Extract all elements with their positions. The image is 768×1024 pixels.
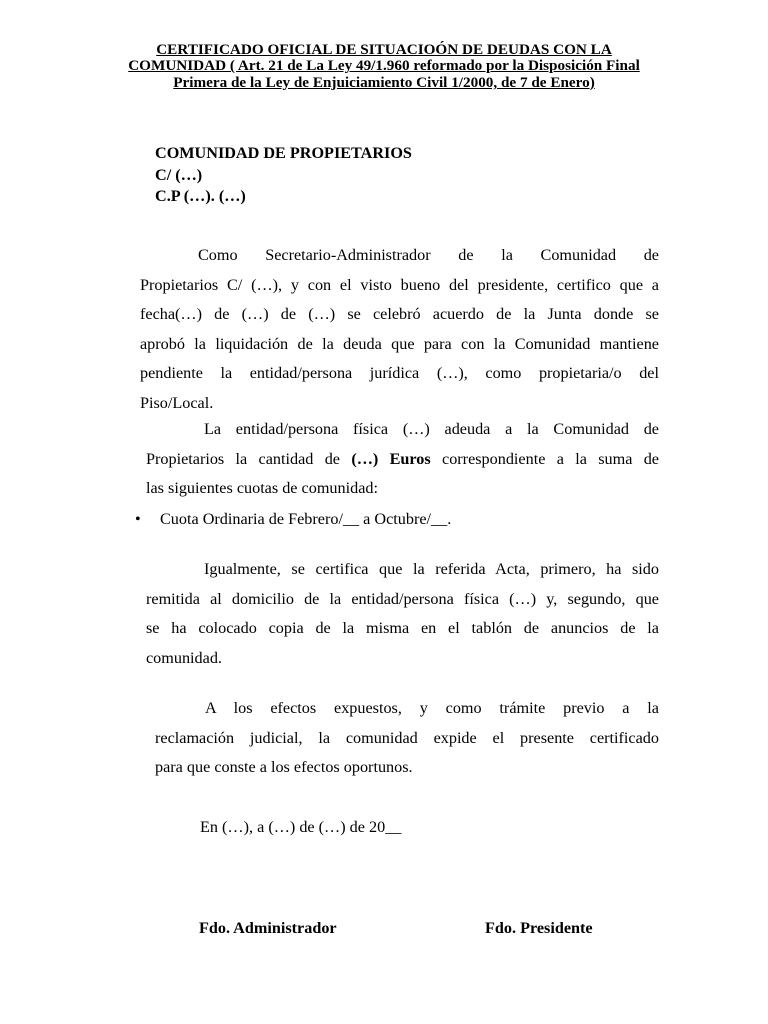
fee-bullet-item xyxy=(135,505,451,535)
paragraph-line: reclamación judicial, la comunidad expide el presente certificado xyxy=(155,728,659,747)
administrator-signature: Fdo. Administrador xyxy=(199,919,337,937)
certification-paragraph xyxy=(140,241,659,418)
paragraph-line: pendiente la entidad/persona jurídica (…), como propietaria/o del xyxy=(140,364,659,382)
purpose-paragraph xyxy=(155,694,659,783)
paragraph-line xyxy=(146,445,659,475)
title-line-2: COMUNIDAD ( Art. 21 de La Ley 49/1.960 reformado por la Disposición Final xyxy=(128,57,640,75)
community-street: C/ (…) xyxy=(155,165,203,184)
paragraph-line: remitida al domicilio de la entidad/persona física (…) y, segundo, que xyxy=(146,589,659,608)
paragraph-line: las siguientes cuotas de comunidad: xyxy=(146,479,378,497)
title-line-3: Primera de la Ley de Enjuiciamiento Civil 1/2000, de 7 de Enero) xyxy=(173,73,595,91)
paragraph-line: A los efectos expuestos, y como trámite previo a la xyxy=(205,699,659,717)
title-line-1: CERTIFICADO OFICIAL DE SITUACIOÓN DE DEUDAS CON LA xyxy=(156,41,612,58)
paragraph-line: aprobó la liquidación de la deuda que para con la Comunidad mantiene xyxy=(140,334,659,353)
paragraph-line: La entidad/persona física (…) adeuda a la Comunidad de xyxy=(204,420,659,438)
document-title xyxy=(110,42,658,91)
paragraph-line: Como Secretario-Administrador de la Comunidad de xyxy=(198,246,659,264)
notification-paragraph xyxy=(146,555,659,673)
paragraph-line: Piso/Local. xyxy=(140,393,214,412)
debt-text-after: correspondiente a la suma de xyxy=(442,449,659,468)
community-postal-code: C.P (…). (…) xyxy=(155,187,246,205)
paragraph-line: fecha(…) de (…) de (…) se celebró acuerdo de la Junta donde se xyxy=(140,305,659,323)
debt-amount: (…) Euros xyxy=(351,449,431,468)
debt-paragraph xyxy=(146,415,659,504)
bullet-icon: • xyxy=(135,510,141,528)
fee-item-text: Cuota Ordinaria de Febrero/__ a Octubre/__. xyxy=(160,510,452,528)
paragraph-line: se ha colocado copia de la misma en el tablón de anuncios de la xyxy=(146,619,659,637)
president-signature: Fdo. Presidente xyxy=(485,919,593,937)
debt-text-before: Propietarios la cantidad de xyxy=(146,449,340,468)
community-header xyxy=(155,143,412,208)
community-name: COMUNIDAD DE PROPIETARIOS xyxy=(155,144,412,162)
place-date-line: En (…), a (…) de (…) de 20__ xyxy=(200,818,402,836)
paragraph-line: para que conste a los efectos oportunos. xyxy=(155,758,413,776)
paragraph-line: comunidad. xyxy=(146,648,222,667)
paragraph-line: Propietarios C/ (…), y con el visto bueno del presidente, certifico que a xyxy=(140,275,659,294)
paragraph-line: Igualmente, se certifica que la referida Acta, primero, ha sido xyxy=(204,560,659,578)
